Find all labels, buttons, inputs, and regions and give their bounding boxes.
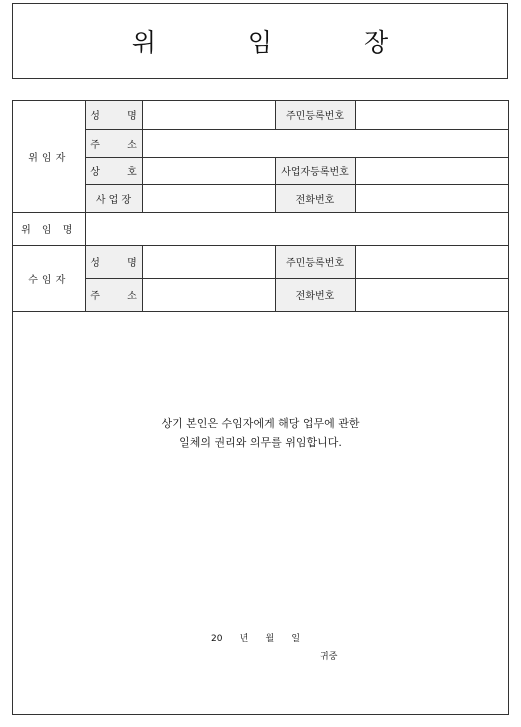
grantor-business-place-label: 사 업 장: [85, 184, 142, 212]
grantor-trade-name-label: 상 호: [85, 157, 142, 184]
grantee-phone-field[interactable]: [355, 278, 508, 311]
grantor-address-row: [13, 129, 508, 157]
grantor-name-field[interactable]: [142, 101, 275, 129]
grantor-name-row: [13, 101, 508, 129]
statement-line-2: 일체의 권리와 의무를 위임합니다.: [179, 436, 342, 449]
grantor-phone-label: 전화번호: [275, 184, 355, 212]
grantee-group-label: 수임자: [13, 245, 85, 311]
delegation-row: [13, 212, 508, 245]
grantor-group-label: 위임자: [13, 101, 85, 212]
grantee-address-row: [13, 278, 508, 311]
grantee-address-label: 주 소: [85, 278, 142, 311]
delegation-field[interactable]: [85, 212, 508, 245]
delegation-label: 위 임 명: [13, 212, 85, 245]
grantor-business-place-field[interactable]: [142, 184, 275, 212]
statement-line-1: 상기 본인은 수임자에게 해당 업무에 관한: [161, 417, 360, 430]
grantor-trade-row: [13, 157, 508, 184]
recipient-label: 귀중: [320, 652, 338, 662]
grantee-phone-label: 전화번호: [275, 278, 355, 311]
delegation-form: [12, 100, 509, 715]
document-title: 위 임 장: [131, 28, 431, 57]
grantee-name-row: [13, 245, 508, 278]
grantor-resident-no-field[interactable]: [355, 101, 508, 129]
grantor-business-reg-no-label: 사업자등록번호: [275, 157, 355, 184]
grantor-business-row: [13, 184, 508, 212]
grantee-name-field[interactable]: [142, 245, 275, 278]
grantor-name-label: 성 명: [85, 101, 142, 129]
delegation-table: [13, 101, 508, 312]
grantee-name-label: 성 명: [85, 245, 142, 278]
grantor-phone-field[interactable]: [355, 184, 508, 212]
delegation-statement: [13, 414, 508, 452]
grantee-resident-no-label: 주민등록번호: [275, 245, 355, 278]
grantor-trade-name-field[interactable]: [142, 157, 275, 184]
grantor-resident-no-label: 주민등록번호: [275, 101, 355, 129]
date-line: 20 년 월 일: [211, 634, 301, 644]
grantor-business-reg-no-field[interactable]: [355, 157, 508, 184]
document-title-box: [12, 3, 508, 79]
grantee-resident-no-field[interactable]: [355, 245, 508, 278]
grantor-address-label: 주 소: [85, 129, 142, 157]
grantor-address-field[interactable]: [142, 129, 508, 157]
grantee-address-field[interactable]: [142, 278, 275, 311]
